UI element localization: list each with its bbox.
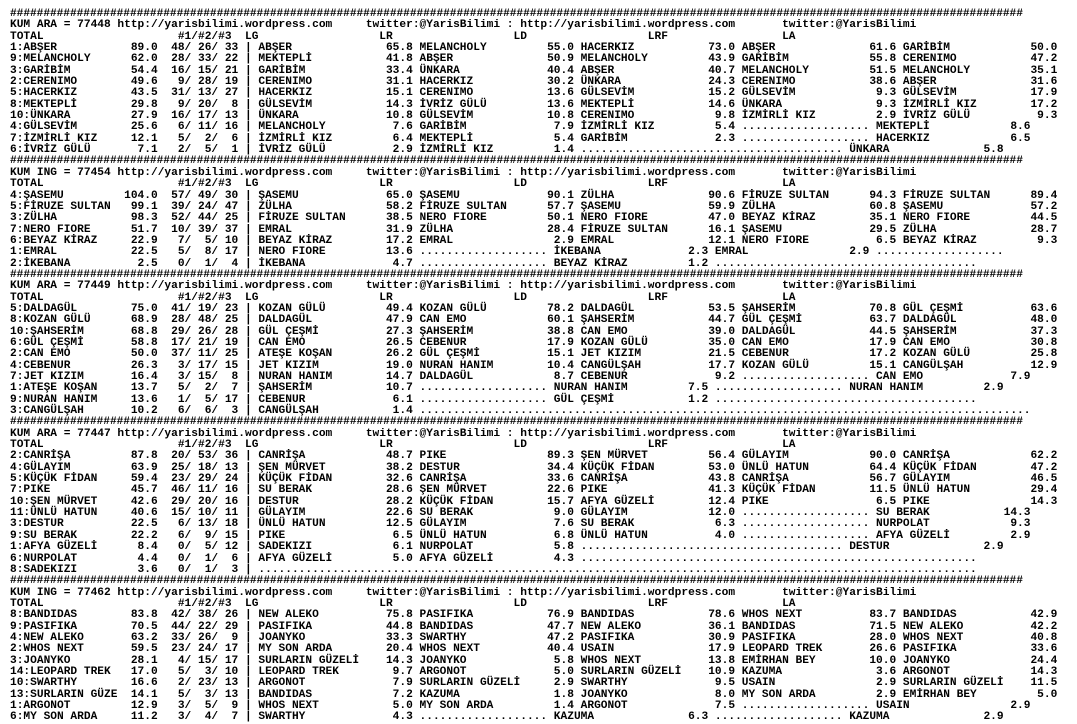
table-row: 1:EMRAL 22.5 5/ 8/ 17 | NERO FIORE 13.6 ................... İKEBANA 2.3 EMRAL 2.9 ................... [10, 246, 1004, 259]
table-row: 5:FİRUZE SULTAN 99.1 39/ 24/ 47 | ZÜLHA 58.2 FİRUZE SULTAN 57.7 ŞASEMU 59.9 ZÜLHA 60.8 ŞASEMU 57.2 [10, 200, 1058, 213]
section-separator: ######################################################################################################################################################## [10, 575, 1023, 588]
table-row: 9:SU BERAK 22.2 6/ 9/ 15 | PIKE 6.5 ÜNLÜ HATUN 6.8 ÜNLÜ HATUN 4.0 ................... AFYA GÜZELİ 2.9 [10, 529, 1031, 542]
table-row: 4:NEW ALEKO 63.2 33/ 26/ 9 | JOANYKO 33.3 SWARTHY 47.2 PASIFIKA 30.9 PASIFIKA 28.0 WHOS NEXT 40.8 [10, 631, 1058, 644]
table-row: 8:KOZAN GÜLÜ 68.9 28/ 48/ 25 | DALDAGÜL 47.9 CAN EMO 60.1 ŞAHSERİM 44.7 GÜL ÇEŞMİ 63.7 DALDAGÜL 48.0 [10, 314, 1058, 327]
table-row: 7:NERO FIORE 51.7 10/ 39/ 37 | EMRAL 31.9 ZÜLHA 28.4 FİRUZE SULTAN 16.1 ŞASEMU 29.5 ZÜLHA 28.7 [10, 223, 1058, 236]
section-separator: ######################################################################################################################################################## [10, 155, 1023, 168]
column-headers: TOTAL #1/#2/#3 LG LR LD LRF LA [10, 30, 796, 43]
table-row: 2:CAN EMO 50.0 37/ 11/ 25 | ATEŞE KOŞAN 26.2 GÜL ÇEŞMİ 15.1 JET KIZIM 21.5 CEBENUR 17.2 KOZAN GÜLÜ 25.8 [10, 348, 1058, 361]
column-headers: TOTAL #1/#2/#3 LG LR LD LRF LA [10, 178, 796, 191]
table-row: 6:GÜL ÇEŞMİ 58.8 17/ 21/ 19 | CAN EMO 26.5 CEBENUR 17.9 KOZAN GÜLÜ 35.0 CAN EMO 17.9 CAN EMO 30.8 [10, 336, 1058, 349]
table-row: 1:ABŞER 89.0 48/ 26/ 33 | ABŞER 65.8 MELANCHOLY 55.0 HACERKIZ 73.0 ABŞER 61.6 GARİBİM 50.0 [10, 42, 1058, 55]
table-row: 8:SADEKIZI 3.6 0/ 1/ 3 | ........................................................................................................... [10, 563, 977, 576]
table-row: 5:DALDAGÜL 75.0 41/ 19/ 23 | KOZAN GÜLÜ 49.4 KOZAN GÜLÜ 78.2 DALDAGÜL 53.5 ŞAHSERİM 70.8 GÜL ÇEŞMİ 63.6 [10, 302, 1058, 315]
table-row: 1:AFYA GÜZELİ 8.4 0/ 5/ 12 | SADEKIZI 6.1 NURPOLAT 5.8 ....................................... DESTUR 2.9 [10, 541, 1004, 554]
table-row: 6:İVRİZ GÜLÜ 7.1 2/ 5/ 1 | İVRİZ GÜLÜ 2.9 İZMİRLİ KIZ 1.4 ....................................... ÜNKARA 5.8 [10, 144, 1004, 157]
table-row: 9:MELANCHOLY 62.0 28/ 33/ 22 | MEKTEPLİ 41.8 ABŞER 50.9 MELANCHOLY 43.9 GARİBİM 55.8 CERENIMO 47.2 [10, 53, 1058, 66]
column-headers: TOTAL #1/#2/#3 LG LR LD LRF LA [10, 291, 796, 304]
table-row: 6:MY SON ARDA 11.2 3/ 4/ 7 | SWARTHY 4.3 ................... KAZUMA 6.3 ................... KAZUMA 2.9 [10, 711, 1004, 724]
table-row: 1:ATEŞE KOŞAN 13.7 5/ 2/ 7 | ŞAHSERİM 10.7 ................... NURAN HANIM 7.5 ................... NURAN HANIM 2.9 [10, 382, 1004, 395]
section-header: KUM ING = 77462 http://yarisbilimi.wordpress.com twitter:@YarisBilimi : http://yarisbilimi.wordpress.com twitter:@YarisBilimi [10, 586, 917, 599]
table-row: 3:ZÜLHA 98.3 52/ 44/ 25 | FİRUZE SULTAN 38.5 NERO FIORE 50.1 NERO FIORE 47.0 BEYAZ KİRAZ 35.1 NERO FIORE 44.5 [10, 212, 1058, 225]
table-row: 2:CERENIMO 49.6 9/ 28/ 19 | CERENIMO 31.1 HACERKIZ 30.2 ÜNKARA 24.3 CERENIMO 38.6 ABŞER 31.6 [10, 76, 1058, 89]
table-row: 3:GARİBİM 54.4 16/ 15/ 21 | GARİBİM 33.4 ÜNKARA 40.4 ABŞER 40.7 MELANCHOLY 51.5 MELANCHOLY 35.1 [10, 64, 1058, 77]
section-separator: ######################################################################################################################################################## [10, 8, 1023, 20]
table-row: 7:PIKE 45.7 46/ 11/ 16 | SU BERAK 28.6 ŞEN MÜRVET 22.6 PIKE 41.3 KÜÇÜK FİDAN 11.5 ÜNLÜ HATUN 29.4 [10, 484, 1058, 497]
table-row: 9:NURAN HANIM 13.6 1/ 5/ 17 | CEBENUR 6.1 ................... GÜL ÇEŞMİ 1.2 ....................................... [10, 393, 977, 406]
table-row: 10:SWARTHY 16.6 2/ 23/ 13 | ARGONOT 7.9 SURLARIN GÜZELİ 2.9 SWARTHY 9.5 USAIN 2.9 SURLARIN GÜZELİ 11.5 [10, 677, 1058, 690]
table-row: 14:LEOPARD TREK 17.0 5/ 3/ 10 | LEOPARD TREK 9.7 ARGONOT 5.0 SURLARIN GÜZELİ 10.9 KAZUMA 3.6 ARGONOT 14.3 [10, 665, 1058, 678]
table-row: 4:CEBENUR 26.3 3/ 17/ 15 | JET KIZIM 19.0 NURAN HANIM 10.4 CANGÜLŞAH 17.7 KOZAN GÜLÜ 15.1 CANGÜLŞAH 12.9 [10, 359, 1058, 372]
section-header: KUM ARA = 77448 http://yarisbilimi.wordpress.com twitter:@YarisBilimi : http://yarisbilimi.wordpress.com twitter:@YarisBilimi [10, 19, 917, 32]
table-row: 4:ŞASEMU 104.0 57/ 49/ 30 | ŞASEMU 65.0 ŞASEMU 90.1 ZÜLHA 90.6 FİRUZE SULTAN 94.3 FİRUZE SULTAN 89.4 [10, 189, 1058, 202]
table-row: 7:JET KIZIM 16.4 3/ 15/ 8 | NURAN HANIM 14.7 DALDAGÜL 8.7 CEBENUR 9.2 ................... CAN EMO 7.9 [10, 371, 1031, 383]
table-row: 11:ÜNLÜ HATUN 40.6 15/ 10/ 11 | GÜLAYIM 22.6 SU BERAK 9.0 GÜLAYIM 12.0 ................... SU BERAK 14.3 [10, 507, 1031, 520]
section-header: KUM ARA = 77447 http://yarisbilimi.wordpress.com twitter:@YarisBilimi : http://yarisbilimi.wordpress.com twitter:@YarisBilimi [10, 427, 917, 440]
section-separator: ######################################################################################################################################################## [10, 416, 1023, 429]
table-row: 4:GÜLAYIM 63.9 25/ 18/ 13 | ŞEN MÜRVET 38.2 DESTUR 34.4 KÜÇÜK FİDAN 53.0 ÜNLÜ HATUN 64.4 KÜÇÜK FİDAN 47.2 [10, 461, 1058, 474]
section-separator: ######################################################################################################################################################## [10, 268, 1023, 281]
table-row: 3:CANGÜLŞAH 10.2 6/ 6/ 3 | CANGÜLŞAH 1.4 ........................................................................................... [10, 405, 1031, 418]
race-statistics-document [10, 9, 1057, 724]
section-header: KUM ARA = 77449 http://yarisbilimi.wordpress.com twitter:@YarisBilimi : http://yarisbilimi.wordpress.com twitter:@YarisBilimi [10, 280, 917, 293]
table-row: 2:WHOS NEXT 59.5 23/ 24/ 17 | MY SON ARDA 20.4 WHOS NEXT 40.4 USAIN 17.9 LEOPARD TREK 26.6 PASIFIKA 33.6 [10, 643, 1058, 656]
table-row: 2:İKEBANA 2.5 0/ 1/ 4 | İKEBANA 4.7 ................... BEYAZ KİRAZ 1.2 ....................................... [10, 257, 977, 270]
column-headers: TOTAL #1/#2/#3 LG LR LD LRF LA [10, 439, 796, 452]
table-row: 8:BANDIDAS 83.8 42/ 38/ 26 | NEW ALEKO 75.8 PASIFIKA 76.9 BANDIDAS 78.6 WHOS NEXT 83.7 BANDIDAS 42.9 [10, 609, 1058, 622]
table-row: 9:PASIFIKA 70.5 44/ 22/ 29 | PASIFIKA 44.8 BANDIDAS 47.7 NEW ALEKO 36.1 BANDIDAS 71.5 NEW ALEKO 42.2 [10, 620, 1058, 633]
table-row: 4:GÜLSEVİM 25.6 6/ 11/ 16 | MELANCHOLY 7.6 GARİBİM 7.9 İZMİRLİ KIZ 5.4 ................... MEKTEPLİ 8.6 [10, 121, 1031, 134]
table-row: 2:CANRİŞA 87.8 20/ 53/ 36 | CANRİŞA 48.7 PIKE 89.3 ŞEN MÜRVET 56.4 GÜLAYIM 90.0 CANRİŞA 62.2 [10, 450, 1058, 463]
table-row: 1:ARGONOT 12.9 3/ 5/ 9 | WHOS NEXT 5.0 MY SON ARDA 1.4 ARGONOT 7.5 ................... USAIN 2.9 [10, 699, 1031, 712]
table-row: 6:NURPOLAT 4.4 0/ 1/ 6 | AFYA GÜZELİ 5.0 AFYA GÜZELİ 4.3 ........................................................... [10, 552, 977, 565]
table-row: 6:BEYAZ KİRAZ 22.9 7/ 5/ 10 | BEYAZ KİRAZ 17.2 EMRAL 2.9 EMRAL 12.1 NERO FIORE 6.5 BEYAZ KİRAZ 9.3 [10, 234, 1058, 247]
column-headers: TOTAL #1/#2/#3 LG LR LD LRF LA [10, 597, 796, 610]
table-row: 3:DESTUR 22.5 6/ 13/ 18 | ÜNLÜ HATUN 12.5 GÜLAYIM 7.6 SU BERAK 6.3 ................... NURPOLAT 9.3 [10, 518, 1031, 531]
section-header: KUM ING = 77454 http://yarisbilimi.wordpress.com twitter:@YarisBilimi : http://yarisbilimi.wordpress.com twitter:@YarisBilimi [10, 166, 917, 179]
table-row: 13:SURLARIN GÜZE 14.1 5/ 3/ 13 | BANDIDAS 7.2 KAZUMA 1.8 JOANYKO 8.0 MY SON ARDA 2.9 EMİRHAN BEY 5.0 [10, 688, 1058, 701]
table-row: 5:HACERKIZ 43.5 31/ 13/ 27 | HACERKIZ 15.1 CERENIMO 13.6 GÜLSEVİM 15.2 GÜLSEVİM 9.3 GÜLSEVİM 17.9 [10, 87, 1058, 100]
table-row: 3:JOANYKO 28.1 4/ 15/ 17 | SURLARIN GÜZELİ 14.3 JOANYKO 5.8 WHOS NEXT 13.8 EMİRHAN BEY 10.0 JOANYKO 24.4 [10, 654, 1058, 667]
table-row: 10:ŞAHSERİM 68.8 29/ 26/ 28 | GÜL ÇEŞMİ 27.3 ŞAHSERİM 38.8 CAN EMO 39.0 DALDAGÜL 44.5 ŞAHSERİM 37.3 [10, 325, 1058, 338]
table-row: 5:KÜÇÜK FİDAN 59.4 23/ 29/ 24 | KÜÇÜK FİDAN 32.6 CANRİŞA 33.6 CANRİŞA 43.8 CANRİŞA 56.7 GÜLAYIM 46.5 [10, 473, 1058, 486]
table-row: 7:İZMİRLİ KIZ 12.1 5/ 2/ 6 | İZMİRLİ KIZ 6.4 MEKTEPLİ 5.4 GARİBİM 2.3 ................... HACERKIZ 6.5 [10, 132, 1031, 145]
table-row: 10:ŞEN MÜRVET 42.6 29/ 20/ 16 | DESTUR 28.2 KÜÇÜK FİDAN 15.7 AFYA GÜZELİ 12.4 PIKE 6.5 PIKE 14.3 [10, 495, 1058, 508]
table-row: 10:ÜNKARA 27.9 16/ 17/ 13 | ÜNKARA 10.8 GÜLSEVİM 10.8 CERENIMO 9.8 İZMİRLİ KIZ 2.9 İVRİZ GÜLÜ 9.3 [10, 110, 1058, 123]
table-row: 8:MEKTEPLİ 29.8 9/ 20/ 8 | GÜLSEVİM 14.3 İVRİZ GÜLÜ 13.6 MEKTEPLİ 14.6 ÜNKARA 9.3 İZMİRLİ KIZ 17.2 [10, 98, 1058, 111]
